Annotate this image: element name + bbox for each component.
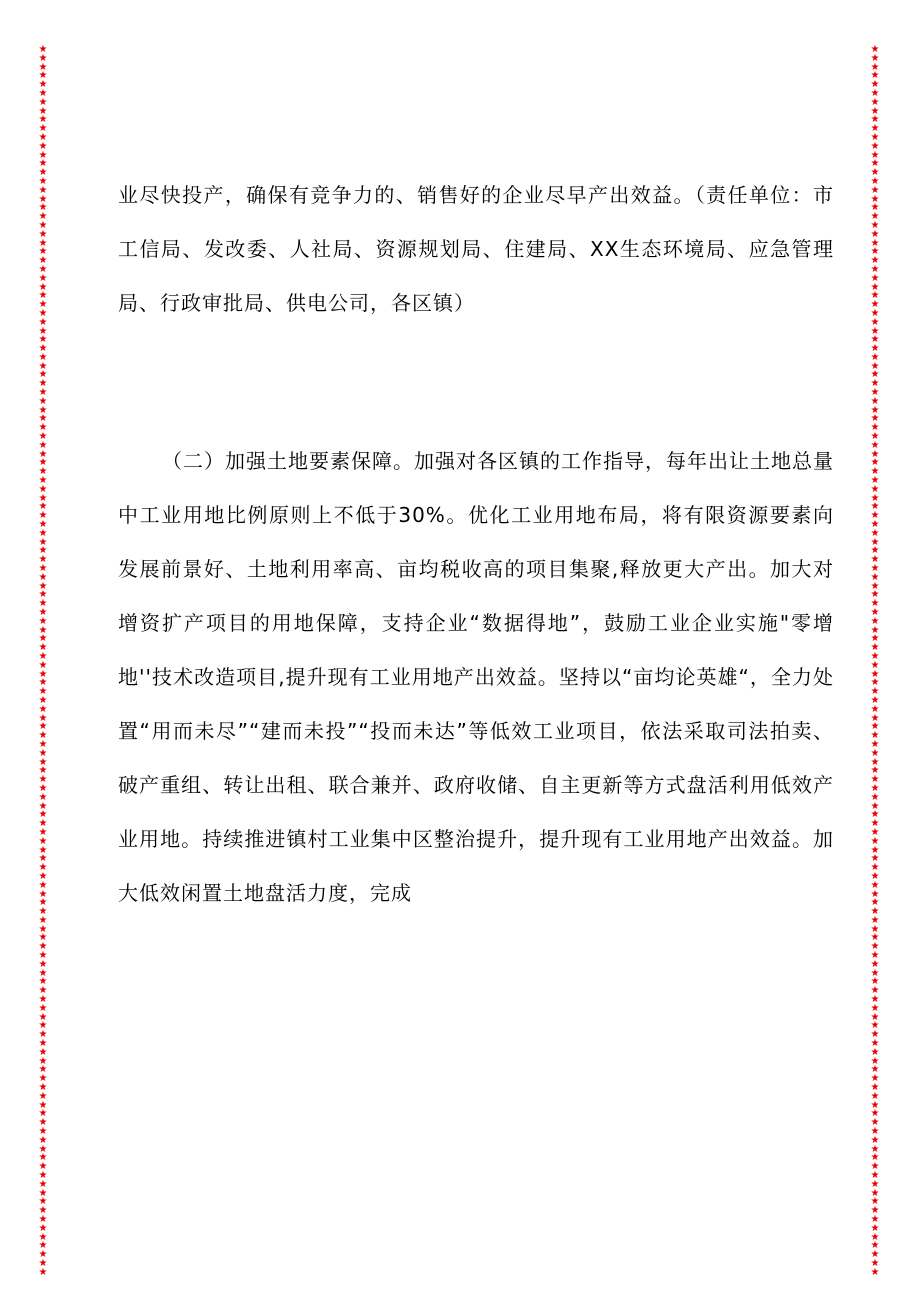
paragraph-land-guarantee: （二）加强土地要素保障。加强对各区镇的工作指导，每年出让土地总量中工业用地比例原则上不低于30%。优化工业用地布局，将有限资源要素向发展前景好、土地利用率高、亩均税收高的项目集聚,释放更大产出。加大对增资扩产项目的用地保障，支持企业“数据得地”，鼓励工业企业实施"零增地''技术改造项目,提升现有工业用地产出效益。坚持以“亩均论英雄“，全力处置“用而未尽”“建而未投”“投而未达”等低效工业项目，依法采取司法拍卖、破产重组、转让出租、联合兼并、政府收储、自主更新等方式盘活利用低效产业用地。持续推进镇村工业集中区整治提升，提升现有工业用地产出效益。加大低效闲置土地盘活力度，完成 (118, 449, 834, 905)
paragraph-spacer (118, 330, 834, 434)
right-star-border: ★★★★★★★★★★★★★★★★★★★★★★★★★★★★★★★★★★★★★★★★★★★★★★★★★★★★★★★★★★★★★★★★★★★★★★★★★★★★★★★★★★★★★★★★★★★★★★★★★★★★★★★★★★★★★★★★★★★★★★★★★★★★★★★★★★★★★★★★★★★★ (870, 44, 880, 1278)
document-body (118, 168, 834, 920)
paragraph-continuation: 业尽快投产，确保有竞争力的、销售好的企业尽早产出效益。（责任单位：市工信局、发改委、人社局、资源规划局、住建局、XX生态环境局、应急管理局、行政审批局、供电公司，各区镇） (118, 183, 834, 315)
left-star-border: ★★★★★★★★★★★★★★★★★★★★★★★★★★★★★★★★★★★★★★★★★★★★★★★★★★★★★★★★★★★★★★★★★★★★★★★★★★★★★★★★★★★★★★★★★★★★★★★★★★★★★★★★★★★★★★★★★★★★★★★★★★★★★★★★★★★★★★★★★★★★ (38, 44, 48, 1278)
